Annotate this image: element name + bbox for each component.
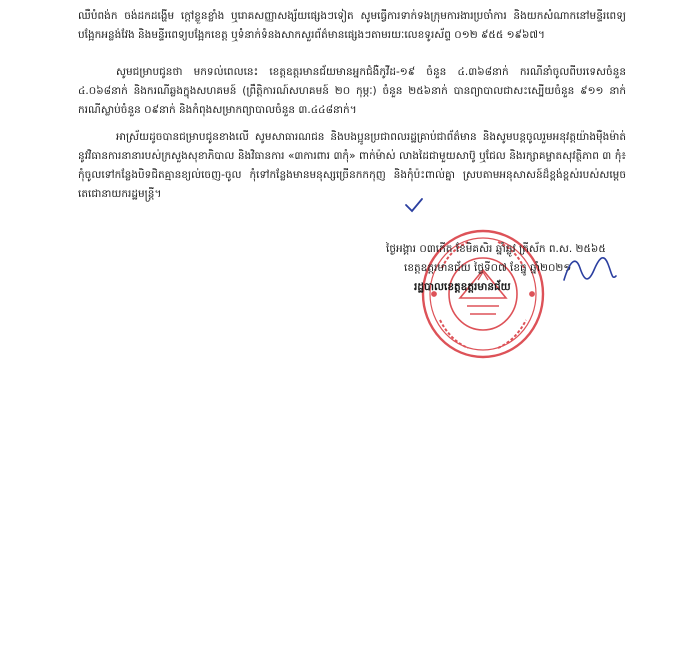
body-paragraph-contact: ឈឺបំពង់ក ចង់ដកដង្ហើម ក្តៅខ្លួនខ្លាំង ឬរោគសញ្ញាសង្ស័យផ្សេងៗទៀត សូមធ្វើការទាក់ទងក្រុមការងារប្រចាំការ និងយកសំណាកនៅមន្ទីរពេទ្យបង្អែកអន្លង់វែង និងមន្ទីរពេទ្យបង្អែកខេត្ត ឬទំនាក់ទំនងសាកសួរព័ត៌មានផ្សេងៗតាមរយៈលេខទូរស័ព្ទ ០១២ ៩៥៥ ១៩៦៧។ bbox=[78, 10, 626, 41]
body-paragraph-statistics: សូមជម្រាបជូនថា មកទល់ពេលនេះ ខេត្តឧត្តរមានជ័យមានអ្នកជំងឺកូវីដ-១៩ ចំនួន ៤.៣៦៨នាក់ ករណីនាំចូលពីបរទេសចំនួន ៤.០៦៨នាក់ និងករណីឆ្លងក្នុងសហគមន៍ (ព្រឹត្តិការណ៍សហគមន៍ ២០ កុម្ភៈ) ចំនួន ២៥៦នាក់ បានព្យាបាលជាសះស្បើយចំនួន ៩១១ នាក់ ករណីស្លាប់ចំនួន ០៩នាក់ និងកំពុងសម្រាកព្យាបាលចំនួន ៣.៤៤៨នាក់។ bbox=[78, 66, 626, 116]
body-paragraph-appeal: អាស្រ័យដូចបានជម្រាបជូនខាងលើ សូមសាធារណជន និងបងប្អូនប្រជាពលរដ្ឋគ្រាប់ជាព័ត៌មាន និងសូមបន្តចូលរួមអនុវត្តយ៉ាងម៉ឺងម៉ាត់នូវវិធានការនានារបស់ក្រសួងសុខាភិបាល និងវិធានការ «៣ការពារ ៣កុំ» ពាក់ម៉ាស់ លាងដៃជាមួយសាប៊ូ ឬជែល និងរក្សាគម្លាតសុវត្ថិភាព ៣ កុំ៖ កុំចូលទៅកន្លែងបិទជិតគ្មានខ្យល់ចេញ-ចូល កុំទៅកន្លែងមានមនុស្សច្រើនកកកុញ និងកុំប៉ះពាល់គ្នា ស្របតាមអនុសាសន៍ដ៏ខ្ពង់ខ្ពស់របស់សម្តេចតេជោនាយករដ្ឋមន្ត្រី។ bbox=[78, 131, 626, 200]
lunar-date: ថ្ងៃអង្គារ ០៣កើត ខែមិគសិរ ឆ្នាំឆ្លូវ ត្រីស័ក ព.ស. ២៥៦៥ bbox=[386, 243, 606, 255]
ink-checkmark-icon bbox=[404, 197, 424, 213]
issuing-authority: រដ្ឋបាលខេត្តឧត្តរមានជ័យ bbox=[414, 281, 511, 293]
handwritten-signature-icon bbox=[560, 250, 620, 292]
place-and-date: ខេត្តឧត្តរមានជ័យ ថ្ងៃទី០៧ ខែធ្នូ ឆ្នាំ២០២១ bbox=[404, 262, 572, 274]
